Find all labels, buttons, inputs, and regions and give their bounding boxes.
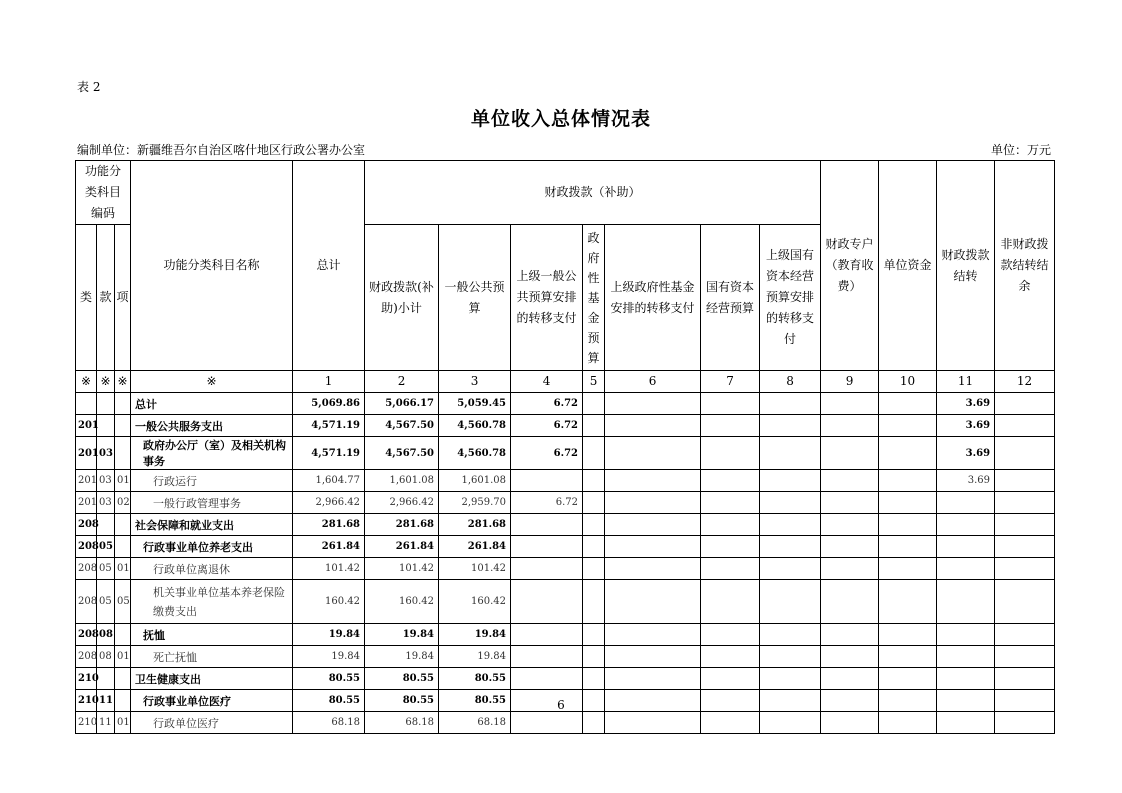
- cell-upper-gov-fund-transfer: [605, 668, 701, 690]
- cell-upper-gov-fund-transfer: [605, 624, 701, 646]
- cell-total: 101.42: [293, 558, 365, 580]
- row-name: 行政运行: [131, 470, 293, 492]
- header-general-budget: 一般公共预算: [439, 225, 511, 371]
- table-row: [76, 492, 1055, 514]
- row-name: 一般公共服务支出: [131, 415, 293, 437]
- cell-fiscal-carryover: [937, 624, 995, 646]
- header-func-code: 功能分类科目编码: [76, 161, 131, 225]
- cell-unit-fund: [879, 415, 937, 437]
- row-name: 社会保障和就业支出: [131, 514, 293, 536]
- cell-state-capital: [701, 470, 760, 492]
- cell-upper-state-capital-transfer: [760, 415, 821, 437]
- code-kuan: 03: [97, 470, 115, 492]
- cell-upper-state-capital-transfer: [760, 470, 821, 492]
- cell-total: 4,571.19: [293, 437, 365, 470]
- cell-state-capital: [701, 668, 760, 690]
- index-cell: 12: [995, 371, 1055, 393]
- code-xiang: [115, 624, 131, 646]
- cell-upper-general-transfer: 6.72: [511, 492, 583, 514]
- cell-state-capital: [701, 492, 760, 514]
- header-fiscal-subtotal: 财政拨款(补助)小计: [365, 225, 439, 371]
- index-cell: 10: [879, 371, 937, 393]
- cell-state-capital: [701, 580, 760, 624]
- cell-total: 80.55: [293, 668, 365, 690]
- cell-nonfiscal-carryover: [995, 558, 1055, 580]
- cell-edu-fee: [821, 415, 879, 437]
- code-xiang: [115, 536, 131, 558]
- cell-general-budget: 2,959.70: [439, 492, 511, 514]
- row-name: 政府办公厅（室）及相关机构事务: [131, 437, 293, 470]
- cell-nonfiscal-carryover: [995, 712, 1055, 734]
- cell-upper-gov-fund-transfer: [605, 646, 701, 668]
- code-kuan: 05: [97, 580, 115, 624]
- header-upper-gov-fund-transfer: 上级政府性基金安排的转移支付: [605, 225, 701, 371]
- index-cell: 9: [821, 371, 879, 393]
- cell-unit-fund: [879, 437, 937, 470]
- index-cell: 3: [439, 371, 511, 393]
- cell-edu-fee: [821, 580, 879, 624]
- cell-unit-fund: [879, 624, 937, 646]
- cell-upper-general-transfer: [511, 514, 583, 536]
- cell-gov-fund: [583, 668, 605, 690]
- cell-nonfiscal-carryover: [995, 415, 1055, 437]
- cell-upper-general-transfer: [511, 646, 583, 668]
- row-name: 死亡抚恤: [131, 646, 293, 668]
- table-row: [76, 668, 1055, 690]
- cell-state-capital: [701, 437, 760, 470]
- code-xiang: [115, 437, 131, 470]
- cell-upper-general-transfer: [511, 470, 583, 492]
- cell-gov-fund: [583, 580, 605, 624]
- cell-unit-fund: [879, 580, 937, 624]
- code-lei: 210: [76, 712, 97, 734]
- cell-upper-general-transfer: 6.72: [511, 393, 583, 415]
- cell-upper-gov-fund-transfer: [605, 470, 701, 492]
- code-lei: 208: [76, 514, 97, 536]
- table-body: [76, 393, 1055, 734]
- cell-unit-fund: [879, 492, 937, 514]
- cell-edu-fee: [821, 536, 879, 558]
- table-row: [76, 558, 1055, 580]
- cell-nonfiscal-carryover: [995, 492, 1055, 514]
- table-label: 表 2: [77, 80, 101, 94]
- row-name: 卫生健康支出: [131, 668, 293, 690]
- code-lei: 208: [76, 536, 97, 558]
- cell-general-budget: 4,560.78: [439, 437, 511, 470]
- table-row: [76, 712, 1055, 734]
- cell-general-budget: 80.55: [439, 668, 511, 690]
- cell-state-capital: [701, 646, 760, 668]
- cell-nonfiscal-carryover: [995, 470, 1055, 492]
- row-name: 机关事业单位基本养老保险缴费支出: [131, 580, 293, 624]
- row-name: 行政事业单位医疗: [131, 690, 293, 712]
- cell-fiscal-carryover: 3.69: [937, 393, 995, 415]
- cell-upper-gov-fund-transfer: [605, 492, 701, 514]
- cell-fiscal-carryover: [937, 514, 995, 536]
- cell-fiscal-subtotal: 4,567.50: [365, 437, 439, 470]
- cell-upper-state-capital-transfer: [760, 668, 821, 690]
- cell-fiscal-carryover: 3.69: [937, 415, 995, 437]
- code-lei: 208: [76, 646, 97, 668]
- org-line: 编制单位：新疆维吾尔自治区喀什地区行政公署办公室: [77, 143, 366, 157]
- cell-edu-fee: [821, 668, 879, 690]
- cell-upper-state-capital-transfer: [760, 536, 821, 558]
- cell-total: 80.55: [293, 690, 365, 712]
- code-kuan: [97, 415, 115, 437]
- code-xiang: [115, 514, 131, 536]
- cell-upper-state-capital-transfer: [760, 492, 821, 514]
- index-cell: 8: [760, 371, 821, 393]
- cell-fiscal-carryover: [937, 712, 995, 734]
- index-cell: 1: [293, 371, 365, 393]
- cell-gov-fund: [583, 624, 605, 646]
- header-edu-fee: 财政专户（教育收费）: [821, 161, 879, 371]
- code-lei: 201: [76, 492, 97, 514]
- row-name: 一般行政管理事务: [131, 492, 293, 514]
- code-xiang: 01: [115, 470, 131, 492]
- index-cell: ※: [97, 371, 115, 393]
- code-lei: 208: [76, 624, 97, 646]
- table-row: [76, 624, 1055, 646]
- page-number: 6: [557, 698, 565, 712]
- code-xiang: 01: [115, 558, 131, 580]
- unit-line: 单位：万元: [990, 143, 1051, 157]
- cell-upper-state-capital-transfer: [760, 624, 821, 646]
- cell-nonfiscal-carryover: [995, 437, 1055, 470]
- code-lei: 201: [76, 470, 97, 492]
- cell-general-budget: 101.42: [439, 558, 511, 580]
- code-kuan: [97, 514, 115, 536]
- cell-unit-fund: [879, 470, 937, 492]
- cell-gov-fund: [583, 492, 605, 514]
- header-gov-fund: 政府性基金预算: [583, 225, 605, 371]
- cell-general-budget: 19.84: [439, 646, 511, 668]
- table-row: [76, 437, 1055, 470]
- header-nonfiscal-carryover: 非财政拨款结转结余: [995, 161, 1055, 371]
- code-lei: 210: [76, 690, 97, 712]
- cell-fiscal-carryover: [937, 580, 995, 624]
- table-row: [76, 393, 1055, 415]
- index-cell: 7: [701, 371, 760, 393]
- index-cell: 11: [937, 371, 995, 393]
- cell-total: 2,966.42: [293, 492, 365, 514]
- code-kuan: 03: [97, 437, 115, 470]
- code-xiang: [115, 393, 131, 415]
- cell-gov-fund: [583, 415, 605, 437]
- code-lei: 210: [76, 668, 97, 690]
- cell-fiscal-subtotal: 281.68: [365, 514, 439, 536]
- row-name: 行政事业单位养老支出: [131, 536, 293, 558]
- cell-state-capital: [701, 415, 760, 437]
- cell-general-budget: 261.84: [439, 536, 511, 558]
- cell-general-budget: 19.84: [439, 624, 511, 646]
- cell-fiscal-subtotal: 80.55: [365, 690, 439, 712]
- cell-edu-fee: [821, 646, 879, 668]
- table-row: [76, 580, 1055, 624]
- cell-nonfiscal-carryover: [995, 668, 1055, 690]
- cell-edu-fee: [821, 624, 879, 646]
- cell-general-budget: 281.68: [439, 514, 511, 536]
- code-lei: 201: [76, 415, 97, 437]
- cell-fiscal-subtotal: 1,601.08: [365, 470, 439, 492]
- code-kuan: 08: [97, 646, 115, 668]
- cell-general-budget: 68.18: [439, 712, 511, 734]
- cell-upper-gov-fund-transfer: [605, 712, 701, 734]
- cell-fiscal-carryover: [937, 646, 995, 668]
- cell-upper-general-transfer: [511, 558, 583, 580]
- cell-upper-state-capital-transfer: [760, 393, 821, 415]
- table-row: [76, 415, 1055, 437]
- cell-upper-gov-fund-transfer: [605, 558, 701, 580]
- cell-unit-fund: [879, 646, 937, 668]
- code-xiang: 02: [115, 492, 131, 514]
- cell-fiscal-subtotal: 160.42: [365, 580, 439, 624]
- cell-upper-gov-fund-transfer: [605, 514, 701, 536]
- cell-gov-fund: [583, 646, 605, 668]
- code-lei: 208: [76, 580, 97, 624]
- code-kuan: 08: [97, 624, 115, 646]
- cell-upper-general-transfer: 6.72: [511, 415, 583, 437]
- cell-fiscal-subtotal: 261.84: [365, 536, 439, 558]
- cell-upper-general-transfer: 6.72: [511, 437, 583, 470]
- code-kuan: 11: [97, 690, 115, 712]
- cell-nonfiscal-carryover: [995, 393, 1055, 415]
- cell-total: 5,069.86: [293, 393, 365, 415]
- cell-edu-fee: [821, 393, 879, 415]
- code-kuan: 05: [97, 536, 115, 558]
- cell-fiscal-carryover: [937, 492, 995, 514]
- cell-gov-fund: [583, 558, 605, 580]
- row-name: 行政单位离退休: [131, 558, 293, 580]
- cell-upper-state-capital-transfer: [760, 580, 821, 624]
- cell-fiscal-subtotal: 19.84: [365, 646, 439, 668]
- cell-state-capital: [701, 712, 760, 734]
- row-name: 抚恤: [131, 624, 293, 646]
- cell-total: 261.84: [293, 536, 365, 558]
- cell-upper-gov-fund-transfer: [605, 415, 701, 437]
- cell-upper-general-transfer: [511, 712, 583, 734]
- header-total: 总计: [293, 161, 365, 371]
- cell-general-budget: 1,601.08: [439, 470, 511, 492]
- cell-fiscal-subtotal: 2,966.42: [365, 492, 439, 514]
- header-lei: 类: [76, 225, 97, 371]
- cell-fiscal-carryover: 3.69: [937, 470, 995, 492]
- cell-unit-fund: [879, 558, 937, 580]
- cell-fiscal-subtotal: 80.55: [365, 668, 439, 690]
- code-kuan: 03: [97, 492, 115, 514]
- code-xiang: 01: [115, 712, 131, 734]
- cell-fiscal-subtotal: 4,567.50: [365, 415, 439, 437]
- code-xiang: [115, 415, 131, 437]
- cell-state-capital: [701, 624, 760, 646]
- header-unit-fund: 单位资金: [879, 161, 937, 371]
- cell-fiscal-carryover: 3.69: [937, 437, 995, 470]
- index-cell: 6: [605, 371, 701, 393]
- cell-gov-fund: [583, 470, 605, 492]
- cell-upper-gov-fund-transfer: [605, 536, 701, 558]
- cell-general-budget: 4,560.78: [439, 415, 511, 437]
- cell-fiscal-subtotal: 68.18: [365, 712, 439, 734]
- index-cell: 4: [511, 371, 583, 393]
- cell-fiscal-carryover: [937, 668, 995, 690]
- table-row: [76, 536, 1055, 558]
- row-name: 行政单位医疗: [131, 712, 293, 734]
- header-kuan: 款: [97, 225, 115, 371]
- cell-general-budget: 80.55: [439, 690, 511, 712]
- cell-state-capital: [701, 558, 760, 580]
- cell-unit-fund: [879, 712, 937, 734]
- index-cell: 2: [365, 371, 439, 393]
- cell-upper-gov-fund-transfer: [605, 437, 701, 470]
- cell-general-budget: 5,059.45: [439, 393, 511, 415]
- cell-fiscal-subtotal: 5,066.17: [365, 393, 439, 415]
- index-cell: 5: [583, 371, 605, 393]
- cell-edu-fee: [821, 437, 879, 470]
- row-name: 总计: [131, 393, 293, 415]
- cell-nonfiscal-carryover: [995, 646, 1055, 668]
- cell-gov-fund: [583, 437, 605, 470]
- cell-total: 160.42: [293, 580, 365, 624]
- income-table: [75, 160, 1055, 734]
- cell-gov-fund: [583, 712, 605, 734]
- cell-upper-state-capital-transfer: [760, 712, 821, 734]
- table-row: [76, 470, 1055, 492]
- cell-unit-fund: [879, 668, 937, 690]
- cell-edu-fee: [821, 712, 879, 734]
- cell-state-capital: [701, 514, 760, 536]
- index-cell: ※: [115, 371, 131, 393]
- cell-unit-fund: [879, 393, 937, 415]
- header-func-name: 功能分类科目名称: [131, 161, 293, 371]
- index-cell: ※: [131, 371, 293, 393]
- code-xiang: 01: [115, 646, 131, 668]
- code-lei: 208: [76, 558, 97, 580]
- code-xiang: [115, 668, 131, 690]
- code-kuan: [97, 668, 115, 690]
- page-title: 单位收入总体情况表: [470, 108, 651, 130]
- cell-upper-general-transfer: [511, 624, 583, 646]
- cell-nonfiscal-carryover: [995, 536, 1055, 558]
- code-xiang: 05: [115, 580, 131, 624]
- cell-nonfiscal-carryover: [995, 514, 1055, 536]
- cell-fiscal-subtotal: 101.42: [365, 558, 439, 580]
- code-kuan: 11: [97, 712, 115, 734]
- header-fiscal-carryover: 财政拨款结转: [937, 161, 995, 371]
- cell-unit-fund: [879, 536, 937, 558]
- cell-upper-gov-fund-transfer: [605, 580, 701, 624]
- cell-fiscal-carryover: [937, 536, 995, 558]
- header-fiscal-group: 财政拨款（补助）: [365, 161, 821, 225]
- cell-gov-fund: [583, 514, 605, 536]
- cell-nonfiscal-carryover: [995, 624, 1055, 646]
- cell-nonfiscal-carryover: [995, 580, 1055, 624]
- table-row: [76, 514, 1055, 536]
- cell-edu-fee: [821, 558, 879, 580]
- table-row: [76, 646, 1055, 668]
- header-upper-general-transfer: 上级一般公共预算安排的转移支付: [511, 225, 583, 371]
- cell-upper-general-transfer: [511, 668, 583, 690]
- cell-fiscal-subtotal: 19.84: [365, 624, 439, 646]
- cell-fiscal-carryover: [937, 558, 995, 580]
- code-kuan: 05: [97, 558, 115, 580]
- code-lei: 201: [76, 437, 97, 470]
- cell-upper-state-capital-transfer: [760, 514, 821, 536]
- cell-total: 281.68: [293, 514, 365, 536]
- cell-state-capital: [701, 536, 760, 558]
- header-upper-state-capital-transfer: 上级国有资本经营预算安排的转移支付: [760, 225, 821, 371]
- cell-gov-fund: [583, 536, 605, 558]
- cell-upper-general-transfer: [511, 580, 583, 624]
- cell-upper-state-capital-transfer: [760, 437, 821, 470]
- cell-total: 19.84: [293, 646, 365, 668]
- cell-upper-state-capital-transfer: [760, 558, 821, 580]
- cell-total: 19.84: [293, 624, 365, 646]
- code-kuan: [97, 393, 115, 415]
- cell-edu-fee: [821, 492, 879, 514]
- cell-total: 1,604.77: [293, 470, 365, 492]
- header-xiang: 项: [115, 225, 131, 371]
- cell-edu-fee: [821, 514, 879, 536]
- cell-general-budget: 160.42: [439, 580, 511, 624]
- cell-upper-state-capital-transfer: [760, 646, 821, 668]
- cell-total: 4,571.19: [293, 415, 365, 437]
- header-state-capital: 国有资本经营预算: [701, 225, 760, 371]
- cell-total: 68.18: [293, 712, 365, 734]
- cell-gov-fund: [583, 393, 605, 415]
- cell-upper-general-transfer: [511, 536, 583, 558]
- cell-upper-gov-fund-transfer: [605, 393, 701, 415]
- cell-unit-fund: [879, 514, 937, 536]
- cell-state-capital: [701, 393, 760, 415]
- code-lei: [76, 393, 97, 415]
- index-cell: ※: [76, 371, 97, 393]
- cell-edu-fee: [821, 470, 879, 492]
